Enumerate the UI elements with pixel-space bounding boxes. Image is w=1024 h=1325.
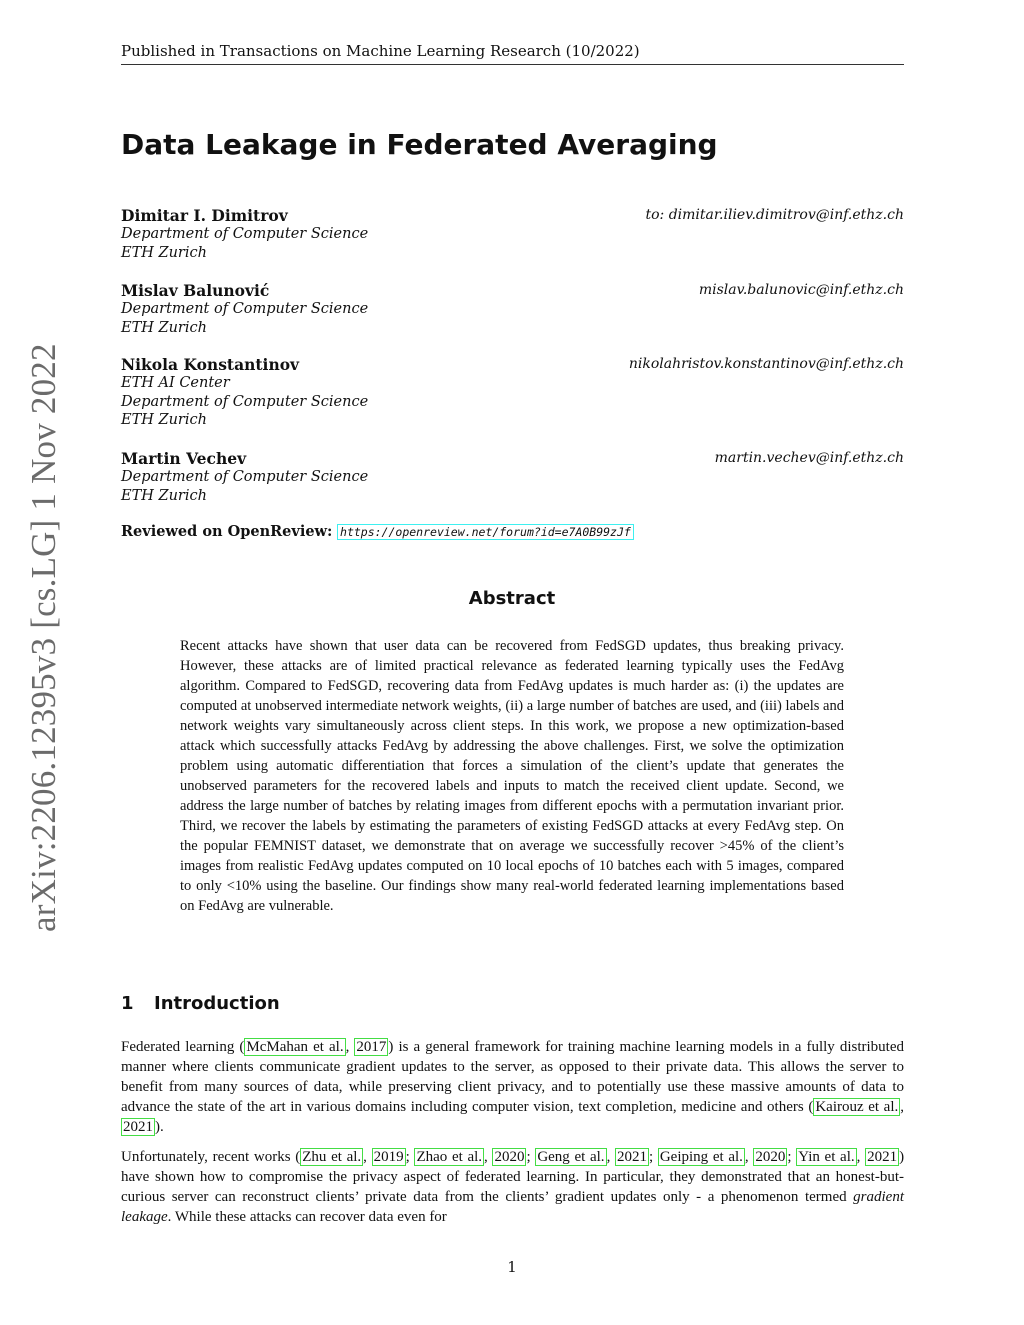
paragraph-text: ; <box>526 1149 536 1165</box>
openreview-link[interactable]: https://openreview.net/forum?id=e7A0B99zJf <box>337 524 634 540</box>
author-email[interactable]: to: dimitar.iliev.dimitrov@inf.ethz.ch <box>645 207 904 223</box>
citation-link[interactable]: 2021 <box>867 1149 898 1165</box>
citation-link[interactable]: 2021 <box>123 1119 153 1135</box>
author-block <box>121 281 904 337</box>
paragraph-text: , <box>484 1149 493 1165</box>
abstract-heading: Abstract <box>468 588 556 609</box>
citation-link[interactable]: 2019 <box>373 1149 404 1165</box>
author-affiliation: ETH AI Center <box>121 375 230 391</box>
author-block <box>121 355 904 430</box>
paragraph-text: ). <box>155 1119 164 1135</box>
citation-link[interactable]: Zhao et al. <box>416 1149 483 1165</box>
intro-paragraph <box>121 1037 904 1137</box>
intro-paragraph <box>121 1147 904 1227</box>
abstract-text: Recent attacks have shown that user data can be recovered from FedSGD updates, thus breaking privacy. However, these attacks are of limited practical relevance as federated learning typically uses the FedAvg algorithm. Compared to FedSGD, recovering data from FedAvg updates is much harder as: (i) the updates are computed at unobserved intermediate network weights, (ii) a large number of batches are used, and (iii) labels and network weights vary simultaneously across client steps. In this work, we propose a new optimization-based attack which successfully attacks FedAvg by addressing the above challenges. First, we solve the optimization problem using automatic differentiation that forces a simulation of the client’s update that generates the unobserved parameters for the recovered labels and inputs to match the received client update. Second, we address the large number of batches by relating images from different epochs with a permutation invariant prior. Third, we recover the labels by estimating the parameters of existing FedSGD attacks at every FedAvg step. On the popular FEMNIST dataset, we demonstrate that on average we successfully recover >45% of the client’s images from realistic FedAvg updates computed on 10 local epochs of 10 batches each with 5 images, compared to only <10% using the baseline. Our findings show many real-world federated learning implementations based on FedAvg are vulnerable. <box>180 638 844 914</box>
citation-link[interactable]: 2020 <box>755 1149 786 1165</box>
author-affiliation: Department of Computer Science <box>121 301 369 317</box>
review-label: Reviewed on OpenReview: <box>121 523 333 540</box>
author-affiliation: ETH Zurich <box>121 244 207 261</box>
paragraph-text: ) have shown how to compromise the privacy aspect of federated learning. In particular, they demonstrated that an honest-but-curious server can reconstruct clients’ private data from the clients’ gradient updates only - a phenomenon termed <box>121 1149 905 1205</box>
paragraph-text: , <box>606 1149 615 1165</box>
author-name: Martin Vechev <box>121 449 247 468</box>
citation-link[interactable]: Kairouz et al. <box>815 1099 899 1115</box>
author-affiliation: ETH Zurich <box>121 487 207 504</box>
citation-link[interactable]: Geng et al. <box>537 1149 605 1165</box>
author-email[interactable]: martin.vechev@inf.ethz.ch <box>714 450 904 466</box>
emphasis-term: gradient leakage <box>121 1189 904 1225</box>
paragraph-text: . While these attacks can recover data even for <box>167 1209 447 1225</box>
page-number: 1 <box>507 1258 517 1276</box>
paragraph-text: , <box>345 1039 355 1055</box>
section-title: Introduction <box>154 993 280 1014</box>
author-affiliation: Department of Computer Science <box>121 226 369 242</box>
paragraph-text: , <box>856 1149 866 1165</box>
author-email[interactable]: mislav.balunovic@inf.ethz.ch <box>698 282 904 298</box>
author-affiliation: ETH Zurich <box>121 319 207 336</box>
citation-link[interactable]: 2020 <box>494 1149 525 1165</box>
author-block <box>121 206 904 262</box>
author-block <box>121 449 904 505</box>
running-header: Published in Transactions on Machine Learning Research (10/2022) <box>121 42 904 65</box>
citation-link[interactable]: 2021 <box>617 1149 647 1165</box>
author-affiliation: ETH Zurich <box>121 412 207 428</box>
review-line <box>121 523 634 540</box>
author-affiliation: Department of Computer Science <box>121 469 369 485</box>
author-affiliation: Department of Computer Science <box>121 393 369 410</box>
paragraph-text: ; <box>787 1149 797 1165</box>
paragraph-text: Federated learning ( <box>121 1039 245 1055</box>
paragraph-text: , <box>363 1149 372 1165</box>
section-number: 1 <box>121 993 134 1014</box>
paper-title: Data Leakage in Federated Averaging <box>121 128 718 161</box>
author-name: Nikola Konstantinov <box>121 355 300 374</box>
section-heading <box>121 993 280 1014</box>
paragraph-text: ) is a general framework for training machine learning models in a fully distributed manner where clients communicate gradient updates to the server, as opposed to their private data. This allows the server to benefit from many sources of data, while preserving client privacy, and to potentially use these massive amounts of data to advance the state of the art in various domains including computer vision, text completion, medicine and others ( <box>121 1039 904 1115</box>
paragraph-text: ; <box>649 1149 658 1165</box>
paragraph-text: Unfortunately, recent works ( <box>121 1149 301 1165</box>
citation-link[interactable]: Yin et al. <box>798 1149 855 1165</box>
paragraph-text: , <box>744 1149 754 1165</box>
author-email[interactable]: nikolahristov.konstantinov@inf.ethz.ch <box>628 356 904 372</box>
citation-link[interactable]: 2017 <box>356 1039 387 1055</box>
author-name: Dimitar I. Dimitrov <box>121 206 288 225</box>
citation-link[interactable]: Zhu et al. <box>302 1149 362 1165</box>
author-name: Mislav Balunović <box>121 281 270 300</box>
paragraph-text: , <box>900 1099 905 1115</box>
arxiv-stamp: arXiv:2206.12395v3 [cs.LG] 1 Nov 2022 <box>24 343 63 932</box>
paragraph-text: ; <box>405 1149 415 1165</box>
citation-link[interactable]: Geiping et al. <box>659 1149 743 1165</box>
citation-link[interactable]: McMahan et al. <box>246 1039 344 1055</box>
